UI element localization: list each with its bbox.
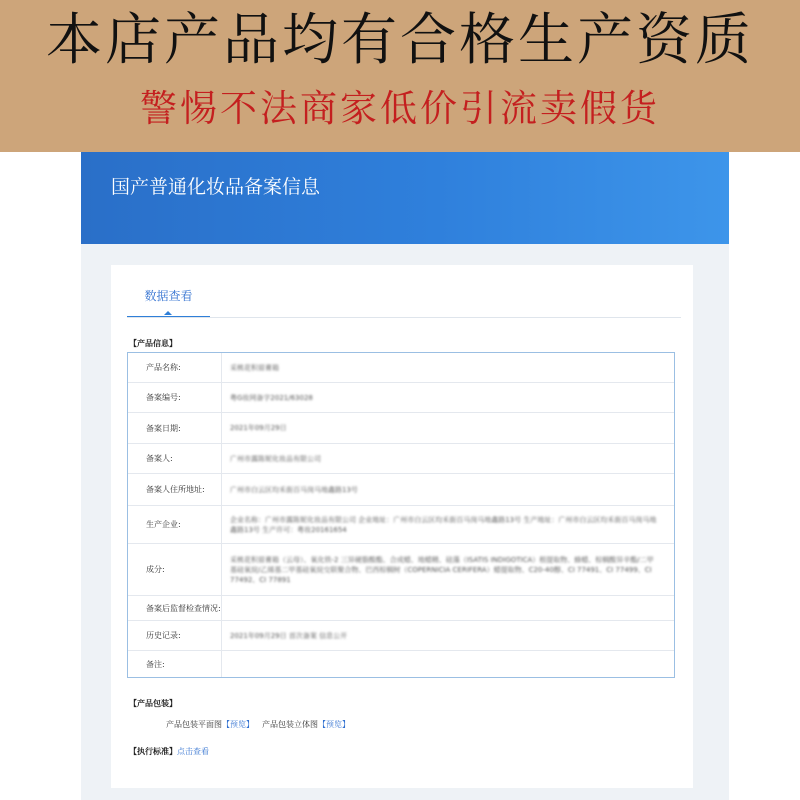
product-info-table [127,352,675,678]
row-label: 备案人住所地址: [128,474,222,505]
row-label: 备注: [128,651,222,677]
row-value [230,596,660,620]
row-value: 企业名称：广州市露陈妮化妆品有限公司 企业地址：广州市白云区均禾街百马岗马地鑫路13号 生产地址：广州市白云区均禾街百马岗马地鑫路13号 生产许可：粤妆20161654 [230,515,657,534]
view-standard-link[interactable]: 点击查看 [177,747,209,756]
tab-data-view[interactable]: 数据查看 [144,289,193,303]
packaging-item-label: 产品包装平面图 [166,720,222,729]
tab-divider [127,317,681,318]
preview-link[interactable]: 【预览】 [318,720,350,729]
row-label: 产品名称: [128,353,222,382]
row-value: 粤G妆网备字2021/63028 [230,393,313,402]
row-value: 采桃花积眉膏箱 [230,363,279,372]
row-label: 备案人: [128,444,222,473]
table-row [128,383,674,413]
table-row [128,544,674,596]
tab-caret-icon [164,311,172,315]
banner-subtitle: 警惕不法商家低价引流卖假货 [140,87,660,130]
table-row [128,444,674,474]
banner-title: 本店产品均有合格生产资质 [46,8,754,73]
filing-info-page [81,152,729,800]
table-row [128,353,674,383]
preview-link[interactable]: 【预览】 [222,720,254,729]
packaging-item-3d [262,719,350,731]
table-row [128,413,674,444]
row-value: 2021年09月29日 [230,424,287,432]
table-row [128,621,674,651]
row-value: 广州市露陈妮化妆品有限公司 [230,454,321,463]
row-label: 生产企业: [128,506,222,543]
page-header [81,152,729,244]
row-label: 历史记录: [128,621,222,650]
section-title-standard [129,746,209,758]
packaging-item-label: 产品包装立体图 [262,720,318,729]
page-title: 国产普通化妆品备案信息 [111,176,321,198]
table-row [128,651,674,677]
row-value: 采桃花积眉膏箱（云母）、氧化铁-2 三异硬脂酸酯、合成蜡、地蜡精、硅藻（ISATIS INDIGOTICA）根提取物、蜂蜡、棕榈酸异辛酯/二甲基硅氧烷/乙烯基二甲基硅氧烷交联聚合物、巴西棕榈树（COPERNICIA CERIFERA）蜡提取物、C20-40醇、CI 77491、CI 77499、CI 77492、CI 77891 [230,555,654,584]
row-value [230,651,660,677]
table-row [128,506,674,544]
row-value: 2021年09月29日 首次备案 信息公开 [230,631,348,640]
standard-title: 【执行标准】 [129,747,177,756]
content-card [111,265,693,788]
row-label: 成分: [128,544,222,595]
packaging-item-flat [166,719,254,731]
section-title-product-info: 【产品信息】 [129,339,177,348]
row-label: 备案编号: [128,383,222,412]
row-label: 备案后监督检查情况: [128,596,222,620]
table-row [128,596,674,621]
table-row [128,474,674,506]
promo-banner [0,0,800,152]
row-label: 备案日期: [128,413,222,443]
row-value: 广州市白云区均禾街百马岗马地鑫路13号 [230,485,358,494]
section-title-packaging: 【产品包装】 [129,699,177,708]
